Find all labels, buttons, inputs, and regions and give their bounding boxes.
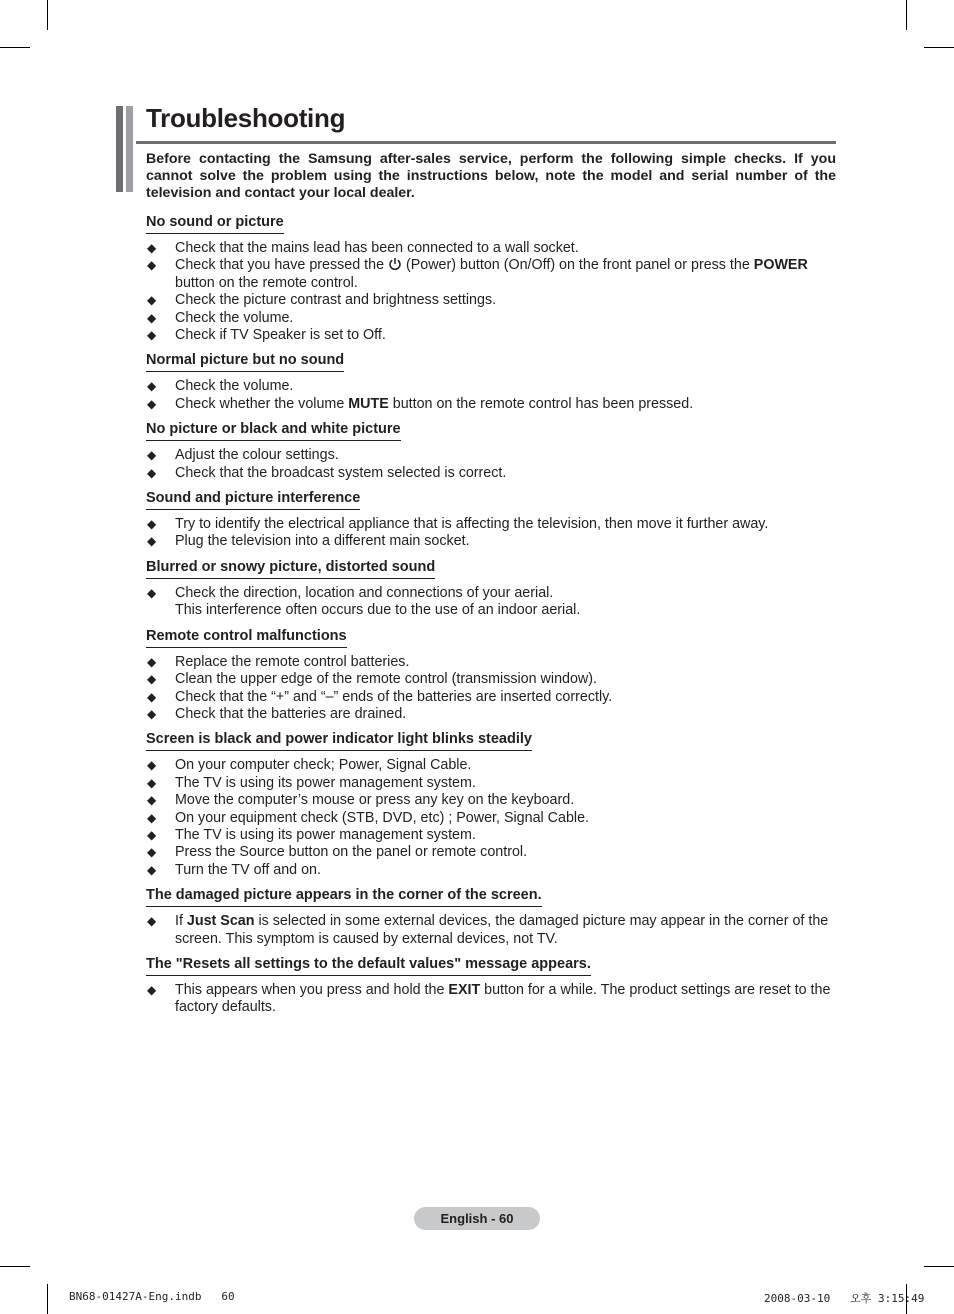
list-item — [146, 533, 836, 550]
list-item — [146, 378, 836, 395]
item-text: If — [175, 913, 187, 930]
list-item — [146, 844, 836, 861]
item-text: button on the remote control. — [175, 274, 358, 291]
list-item — [146, 516, 836, 533]
item-text: Clean the upper edge of the remote control (transmission window). — [175, 671, 597, 688]
item-text: Press the Source button on the panel or remote control. — [175, 844, 528, 861]
diamond-bullet-icon: ◆ — [147, 310, 157, 325]
diamond-bullet-icon: ◆ — [147, 810, 157, 825]
crop-mark — [0, 47, 30, 48]
bold-term: POWER — [753, 257, 808, 274]
crop-mark — [47, 1284, 48, 1314]
section — [146, 420, 836, 482]
list-item — [146, 775, 836, 792]
item-text: Plug the television into a different main socket. — [175, 533, 470, 550]
item-text: button for a while. The product settings are reset to the factory defaults. — [175, 981, 831, 1016]
diamond-bullet-icon: ◆ — [147, 689, 157, 704]
section-heading: Sound and picture interference — [146, 490, 360, 510]
diamond-bullet-icon: ◆ — [147, 793, 157, 808]
diamond-bullet-icon: ◆ — [147, 328, 157, 343]
list-item — [146, 654, 836, 671]
diamond-bullet-icon: ◆ — [147, 827, 157, 842]
item-text: Check the direction, location and connections of your aerial. — [175, 584, 554, 601]
section-heading: No picture or black and white picture — [146, 421, 401, 441]
list-item — [146, 810, 836, 827]
crop-mark — [924, 1266, 954, 1267]
crop-mark — [906, 0, 907, 30]
diamond-bullet-icon: ◆ — [147, 379, 157, 394]
list-item — [146, 327, 836, 344]
section — [146, 886, 836, 948]
bold-term: EXIT — [448, 981, 481, 998]
diamond-bullet-icon: ◆ — [147, 396, 157, 411]
list-item — [146, 585, 836, 620]
diamond-bullet-icon: ◆ — [147, 654, 157, 669]
bullet-list — [146, 654, 836, 724]
section-heading: Blurred or snowy picture, distorted sound — [146, 559, 435, 579]
diamond-bullet-icon: ◆ — [147, 465, 157, 480]
section — [146, 558, 836, 620]
diamond-bullet-icon: ◆ — [147, 448, 157, 463]
diamond-bullet-icon: ◆ — [147, 758, 157, 773]
item-text: Check if TV Speaker is set to Off. — [175, 327, 386, 344]
list-item — [146, 396, 836, 413]
diamond-bullet-icon: ◆ — [147, 775, 157, 790]
diamond-bullet-icon: ◆ — [147, 534, 157, 549]
bullet-list — [146, 757, 836, 879]
crop-mark — [0, 1266, 30, 1267]
crop-mark — [47, 0, 48, 30]
list-item — [146, 689, 836, 706]
bullet-list — [146, 516, 836, 551]
item-text: The TV is using its power management system. — [175, 826, 476, 843]
diamond-bullet-icon: ◆ — [147, 845, 157, 860]
list-item — [146, 862, 836, 879]
section-heading: No sound or picture — [146, 214, 284, 234]
section — [146, 627, 836, 724]
section-heading: The damaged picture appears in the corner of the screen. — [146, 887, 542, 907]
list-item — [146, 792, 836, 809]
diamond-bullet-icon: ◆ — [147, 706, 157, 721]
list-item — [146, 671, 836, 688]
section-heading: The "Resets all settings to the default values" message appears. — [146, 956, 591, 976]
bullet-list — [146, 585, 836, 620]
diamond-bullet-icon: ◆ — [147, 517, 157, 532]
list-item — [146, 292, 836, 309]
item-text: Move the computer’s mouse or press any key on the keyboard. — [175, 792, 575, 809]
diamond-bullet-icon: ◆ — [147, 672, 157, 687]
item-text: is selected in some external devices, the damaged picture may appear in the corner of the screen. This symptom is caused by external devices, not TV. — [175, 913, 829, 947]
list-item — [146, 465, 836, 482]
item-text: button on the remote control has been pressed. — [388, 395, 694, 412]
bullet-list — [146, 913, 836, 948]
item-text: The TV is using its power management system. — [175, 774, 476, 791]
item-text: Check that you have pressed the — [175, 257, 388, 274]
item-text: This appears when you press and hold the — [175, 981, 449, 998]
item-text: Check that the “+” and “–” ends of the batteries are inserted correctly. — [175, 688, 613, 705]
item-text: Check the picture contrast and brightness settings. — [175, 292, 497, 309]
item-text: Check the volume. — [175, 309, 294, 326]
item-text: Adjust the colour settings. — [175, 447, 339, 464]
diamond-bullet-icon: ◆ — [147, 914, 157, 929]
list-item — [146, 706, 836, 723]
bullet-list — [146, 378, 836, 413]
item-text: This interference often occurs due to the use of an indoor aerial. — [175, 602, 581, 619]
item-text: Check that the batteries are drained. — [175, 705, 407, 722]
item-text: On your equipment check (STB, DVD, etc) ; Power, Signal Cable. — [175, 809, 589, 826]
section — [146, 489, 836, 551]
bullet-list — [146, 240, 836, 344]
section — [146, 351, 836, 413]
footer-file-name: BN68-01427A-Eng.indb 60 — [69, 1290, 235, 1303]
list-item — [146, 827, 836, 844]
diamond-bullet-icon: ◆ — [147, 258, 157, 273]
section — [146, 955, 836, 1017]
list-item — [146, 913, 836, 948]
bold-term: Just Scan — [186, 913, 255, 930]
troubleshooting-sections — [146, 213, 836, 1024]
item-text: Replace the remote control batteries. — [175, 653, 410, 670]
diamond-bullet-icon: ◆ — [147, 293, 157, 308]
item-text: Check that the mains lead has been connected to a wall socket. — [175, 240, 579, 256]
diamond-bullet-icon: ◆ — [147, 241, 157, 255]
section — [146, 213, 836, 344]
title-rule — [136, 141, 836, 144]
page-title: Troubleshooting — [146, 103, 346, 133]
page-number-badge: English - 60 — [414, 1207, 540, 1230]
bullet-list — [146, 447, 836, 482]
item-text: Try to identify the electrical appliance that is affecting the television, then move it further away. — [175, 516, 769, 533]
bullet-list — [146, 982, 836, 1017]
intro-paragraph: Before contacting the Samsung after-sales service, perform the following simple checks. If you cannot solve the problem using the instructions below, note the model and serial number of the television and contact your local dealer. — [146, 151, 836, 201]
diamond-bullet-icon: ◆ — [147, 862, 157, 877]
crop-mark — [924, 47, 954, 48]
list-item — [146, 257, 836, 292]
list-item — [146, 982, 836, 1017]
power-icon — [388, 257, 402, 273]
item-text: Check whether the volume — [175, 395, 349, 412]
section — [146, 730, 836, 879]
section-heading: Remote control malfunctions — [146, 628, 347, 648]
bold-term: MUTE — [348, 395, 389, 412]
list-item — [146, 240, 836, 257]
diamond-bullet-icon: ◆ — [147, 585, 157, 600]
item-text: (Power) button (On/Off) on the front panel or press the — [402, 257, 754, 274]
item-text: Check that the broadcast system selected is correct. — [175, 464, 507, 481]
item-text: Check the volume. — [175, 378, 294, 395]
list-item — [146, 447, 836, 464]
diamond-bullet-icon: ◆ — [147, 982, 157, 997]
item-text: Turn the TV off and on. — [175, 861, 321, 878]
footer-timestamp: 2008-03-10 오후 3:15:49 — [764, 1292, 925, 1305]
list-item — [146, 310, 836, 327]
section-heading: Screen is black and power indicator light blinks steadily — [146, 731, 532, 751]
list-item — [146, 757, 836, 774]
item-text: On your computer check; Power, Signal Cable. — [175, 757, 472, 774]
section-heading: Normal picture but no sound — [146, 352, 344, 372]
